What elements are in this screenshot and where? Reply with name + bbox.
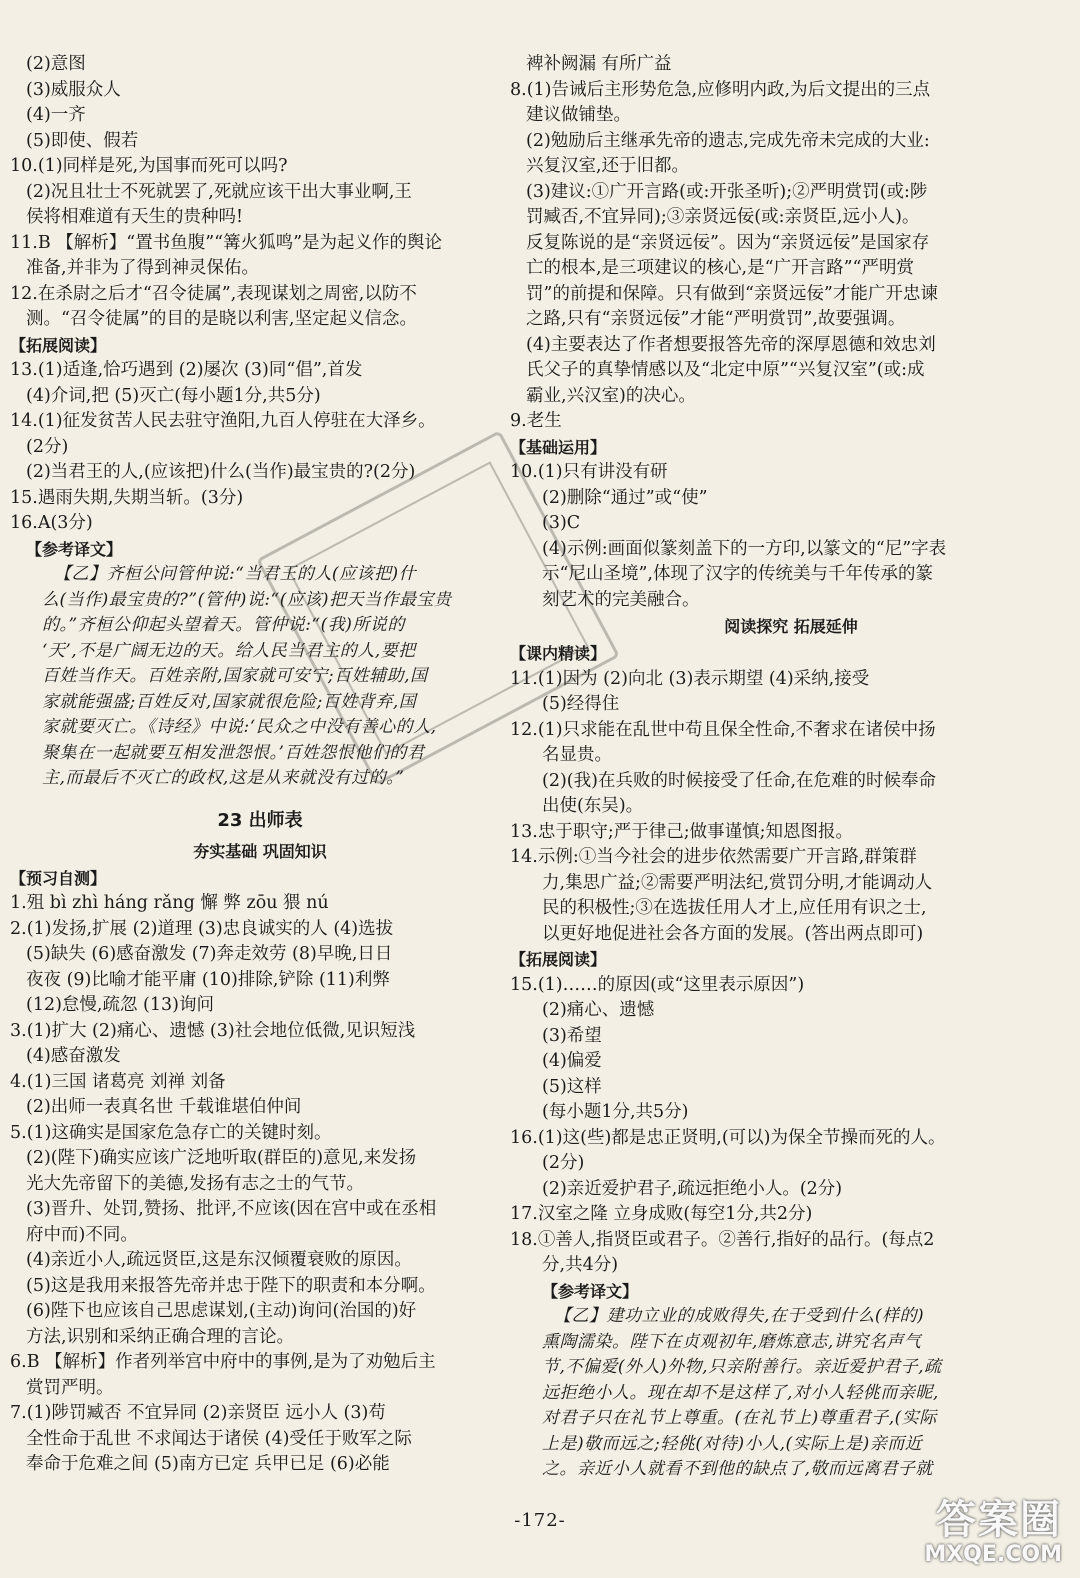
watermark-url: MXQE.COM [924, 1542, 1062, 1567]
left-line: 奉命于危难之间 (5)南方已定 兵甲已足 (6)必能 [26, 1454, 390, 1474]
left-line: (4)感奋激发 [26, 1046, 121, 1066]
left-line: (3)威服众人 [26, 79, 121, 100]
left-line: 2.(1)发扬,扩展 (2)道理 (3)忠良诚实的人 (4)选拔 [10, 918, 394, 939]
right-line: 11.(1)因为 (2)向北 (3)表示期望 (4)采纳,接受 [510, 668, 870, 689]
left-line: 夜夜 (9)比喻才能平庸 (10)排除,铲除 (11)利弊 [26, 969, 390, 990]
right-line: (4)示例:画面似篆刻盖下的一方印,以篆文的“尼”字表 [542, 538, 947, 559]
right-line: 兴复汉室,还于旧都。 [526, 156, 690, 176]
right-line: (5)经得住 [542, 694, 620, 714]
left-line: (3)晋升、处罚,赞扬、批评,不应该(因在宫中或在丞相 [26, 1199, 437, 1219]
section-heading: 【参考译文】 [542, 1281, 639, 1301]
left-line: (2)当君王的人,(应该把)什么(当作)最宝贵的?(2分) [26, 462, 416, 482]
left-line: 16.A(3分) [10, 513, 93, 533]
page-number: -172- [514, 1510, 566, 1531]
translation-line: 的。”齐桓公仰起头望着天。管仲说:“(我)所说的 [42, 615, 405, 635]
left-line: 1.殂 bì zhì háng rǎng 懈 弊 zōu 猥 nú [10, 893, 329, 913]
right-line: (5)这样 [542, 1076, 602, 1097]
left-line: (6)陛下也应该自己思虑谋划,(主动)询问(治国的)好 [26, 1301, 417, 1321]
section-heading: 【拓展阅读】 [510, 950, 607, 969]
section-heading: 【预习自测】 [10, 868, 107, 888]
right-line: 示“尼山圣境”,体现了汉字的传统美与千年传承的篆 [542, 564, 933, 584]
left-line: 全性命于乱世 不求闻达于诸侯 (4)受任于败军之际 [26, 1428, 412, 1449]
left-line: 3.(1)扩大 (2)痛心、遗憾 (3)社会地位低微,见识短浅 [10, 1020, 416, 1041]
translation-line: 百姓当作天。百姓亲附,国家就可安宁;百姓辅助,国 [42, 666, 428, 686]
left-line: 7.(1)陟罚臧否 不宜异同 (2)亲贤臣 远小人 (3)苟 [10, 1403, 386, 1423]
right-line: 霸业,兴汉室)的决心。 [526, 385, 696, 406]
left-line: 测。“召令徒属”的目的是晓以利害,坚定起义信念。 [26, 309, 417, 329]
left-line: (4)一齐 [26, 105, 86, 125]
right-line: (3)C [542, 513, 581, 533]
translation-line: 家就要灭亡。《诗经》中说:‘民众之中没有善心的人, [42, 717, 437, 737]
right-line: 名显贵。 [542, 745, 612, 765]
right-line: 反复陈说的是“亲贤远佞”。因为“亲贤远佞”是国家存 [526, 232, 930, 253]
right-line: 10.(1)只有讲没有研 [510, 462, 668, 482]
right-line: 裨补阙漏 有所广益 [526, 54, 672, 74]
left-line: 4.(1)三国 诸葛亮 刘禅 刘备 [10, 1071, 226, 1092]
left-line: 府中而)不同。 [26, 1224, 138, 1245]
left-line: (5)这是我用来报答先帝并忠于陛下的职责和本分啊。 [26, 1275, 436, 1296]
right-line: 14.示例:①当今社会的进步依然需要广开言路,群策群 [510, 847, 917, 867]
translation-line: 远拒绝小人。现在却不是这样了,对小人轻佻而亲昵, [542, 1382, 939, 1403]
left-line: 14.(1)征发贫苦人民去驻守渔阳,九百人停驻在大泽乡。 [10, 411, 436, 431]
left-line: (2)出师一表真名世 千载谁堪伯仲间 [26, 1097, 302, 1117]
translation-line: 聚集在一起就要互相发泄怨恨。’百姓怨恨他们的君 [42, 742, 425, 763]
right-line: (2)删除“通过”或“使” [542, 487, 708, 508]
translation-line: 么(当作)最宝贵的?”(管仲)说:“(应该)把天当作最宝贵 [42, 589, 452, 610]
left-line: 11.B 【解析】“置书鱼腹”“篝火狐鸣”是为起义作的舆论 [10, 232, 443, 253]
watermark-logo-text: 答案圈 [936, 1497, 1062, 1543]
right-line: (4)主要表达了作者想要报答先帝的深厚恩德和效忠刘 [526, 334, 936, 355]
right-column [510, 52, 1072, 1483]
right-line: 民的积极性;③在选拔任用人才上,应任用有识之士, [542, 898, 927, 918]
left-line: (5)即使、假若 [26, 130, 139, 151]
right-line: 8.(1)告诫后主形势危急,应修明内政,为后文提出的三点 [510, 79, 931, 100]
right-line: 出使(东吴)。 [542, 796, 644, 816]
right-line: 以更好地促进社会各方面的发展。(答出两点即可) [542, 923, 924, 944]
right-line: 氏父子的真挚情感以及“北定中原”“兴复汉室”(或:成 [526, 360, 925, 380]
left-line: 光大先帝留下的美德,发扬有志之士的气节。 [26, 1173, 365, 1194]
lesson-title: 23 出师表 [217, 809, 303, 831]
left-line: 5.(1)这确实是国家危急存亡的关键时刻。 [10, 1122, 332, 1143]
section-heading: 【课内精读】 [510, 644, 607, 663]
translation-line: 【乙】建功立业的成败得失,在于受到什么(样的) [554, 1306, 925, 1326]
right-line: 16.(1)这(些)都是忠正贤明,(可以)为保全节操而死的人。 [510, 1127, 946, 1148]
right-line: 力,集思广益;②需要严明法纪,赏罚分明,才能调动人 [542, 872, 933, 893]
right-line: 15.(1)……的原因(或“这里表示原因”) [510, 974, 805, 995]
left-line: 6.B 【解析】作者列举宫中府中的事例,是为了劝勉后主 [10, 1352, 436, 1372]
watermark-logo [924, 1498, 1062, 1568]
left-line: (2分) [26, 436, 69, 457]
right-line: (4)偏爱 [542, 1051, 602, 1071]
spacer [10, 792, 510, 804]
subsection-heading: 夯实基础 巩固知识 [193, 841, 327, 861]
translation-line: ‘天’,不是广阔无边的天。给人民当君主的人,要把 [42, 640, 416, 661]
translation-line: 【乙】齐桓公问管仲说:“当君王的人(应该把)什 [54, 564, 417, 584]
left-line: (5)缺失 (6)感奋激发 (7)奔走效劳 (8)早晚,日日 [26, 944, 393, 964]
left-line: (2)况且壮士不死就罢了,死就应该干出大事业啊,王 [26, 181, 412, 202]
left-line: 侯将相难道有天生的贵种吗! [26, 207, 244, 227]
left-column [10, 52, 510, 1478]
right-line: 分,共4分) [542, 1255, 619, 1275]
left-line: 方法,识别和采纳正确合理的言论。 [26, 1326, 295, 1347]
right-line: 之路,只有“亲贤远佞”才能“严明赏罚”,故要强调。 [526, 309, 906, 329]
right-line: 17.汉室之隆 立身成败(每空1分,共2分) [510, 1204, 813, 1224]
right-line: 亡的根本,是三项建议的核心,是“广开言路”“严明赏 [526, 258, 914, 278]
right-line: 18.①善人,指贤臣或君子。②善行,指好的品行。(每点2 [510, 1229, 935, 1250]
left-line: 15.遇雨失期,失期当斩。(3分) [10, 487, 244, 508]
right-line: (每小题1分,共5分) [542, 1102, 689, 1122]
translation-line: 之。亲近小人就看不到他的缺点了,敬而远离君子就 [542, 1459, 933, 1479]
right-line: 罚”的前提和保障。只有做到“亲贤远佞”才能广开忠谏 [526, 283, 938, 304]
translation-line: 对君子只在礼节上尊重。(在礼节上)尊重君子,(实际 [542, 1408, 937, 1428]
translation-line: 熏陶濡染。陛下在贞观初年,磨炼意志,讲究名声气 [542, 1331, 922, 1352]
left-line: (2)(陛下)确实应该广泛地听取(群臣的)意见,来发扬 [26, 1148, 417, 1168]
right-line: 9.老生 [510, 411, 562, 431]
right-line: (3)希望 [542, 1025, 602, 1046]
section-heading: 【参考译文】 [26, 539, 123, 559]
right-line: 12.(1)只求能在乱世中苟且保全性命,不奢求在诸侯中扬 [510, 719, 936, 740]
section-heading: 【基础运用】 [510, 437, 607, 457]
left-line: (2)意图 [26, 54, 86, 74]
left-line: 13.(1)适逢,恰巧遇到 (2)屡次 (3)同“倡”,首发 [10, 360, 363, 380]
translation-line: 主,而最后不灭亡的政权,这是从来就没有过的。” [42, 768, 405, 788]
left-line: 准备,并非为了得到神灵保佑。 [26, 258, 260, 278]
left-line: 10.(1)同样是死,为国事而死可以吗? [10, 156, 288, 176]
right-line: (2)痛心、遗憾 [542, 1000, 655, 1020]
right-line: (2分) [542, 1153, 585, 1173]
subsection-heading: 阅读探究 拓展延伸 [724, 617, 858, 636]
right-line: (3)建议:①广开言路(或:开张圣听);②严明赏罚(或:陟 [526, 181, 928, 202]
translation-line: 上是)敬而远之;轻佻(对待)小人,(实际上是)亲而近 [542, 1433, 923, 1454]
right-line: (2)勉励后主继承先帝的遗志,完成先帝未完成的大业: [526, 130, 930, 151]
left-line: (4)亲近小人,疏远贤臣,这是东汉倾覆衰败的原因。 [26, 1250, 412, 1270]
section-heading: 【拓展阅读】 [10, 335, 107, 355]
right-line: 13.忠于职守;严于律己;做事谨慎;知恩图报。 [510, 821, 854, 842]
translation-line: 节,不偏爱(外人)外物,只亲附善行。亲近爱护君子,疏 [542, 1357, 942, 1377]
right-line: 建议做铺垫。 [526, 105, 631, 125]
left-line: (12)怠慢,疏忽 (13)询问 [26, 995, 214, 1015]
left-line: 12.在杀尉之后才“召令徒属”,表现谋划之周密,以防不 [10, 283, 417, 304]
right-line: (2)亲近爱护君子,疏远拒绝小人。(2分) [542, 1178, 843, 1199]
left-line: 赏罚严明。 [26, 1377, 114, 1398]
right-line: 罚臧否,不宜异同);③亲贤远佞(或:亲贤臣,远小人)。 [526, 207, 920, 227]
right-line: (2)(我)在兵败的时候接受了任命,在危难的时候奉命 [542, 770, 937, 791]
right-line: 刻艺术的完美融合。 [542, 589, 700, 610]
left-line: (4)介词,把 (5)灭亡(每小题1分,共5分) [26, 385, 321, 406]
translation-line: 家就能强盛;百姓反对,国家就很危险;百姓背弃,国 [42, 691, 417, 712]
